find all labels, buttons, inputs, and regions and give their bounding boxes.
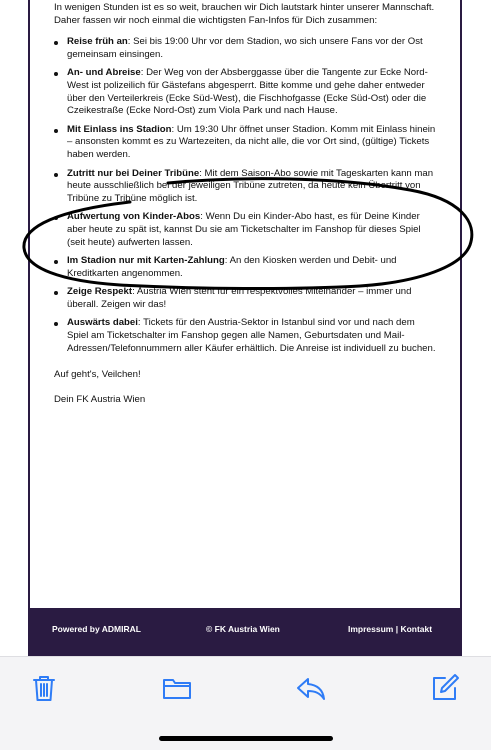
fan-info-text: : Wenn Du ein Kinder-Abo hast, es für Deine Kinder aber heute zu spät ist, kannst Du sie am Ticketschalter im Fanshop für dieses Spiel (seit heute) aufwerten lassen. [67,211,421,248]
home-indicator[interactable] [159,736,333,741]
fan-info-title: Reise früh an [67,36,128,48]
trash-icon [27,671,61,705]
bullet-icon [54,322,58,326]
fan-info-text: : Austria Wien steht für ein respektvolles Miteinander – immer und überall. Zeigen wir das! [67,286,412,310]
fan-info-item [54,317,436,355]
email-body [30,0,460,608]
email-signature: Dein FK Austria Wien [54,393,146,405]
fan-info-title: Zeige Respekt [67,286,133,298]
fan-info-title: Im Stadion nur mit Karten-Zahlung [67,255,225,267]
fan-info-item [54,36,436,61]
email-intro: In wenigen Stunden ist es so weit, brauchen wir Dich lautstark hinter unserer Mannschaft. Daher fassen wir noch einmal die wichtigsten Fan-Infos für Dich zusammen: [54,2,435,26]
fan-info-text: : Um 19:30 Uhr öffnet unser Stadion. Komm mit Einlass hinein – ansonsten kommt es zu Wartezeiten, da nicht alle, die vor Ort sind, (gültige) Tickets haben werden. [67,123,436,160]
footer-copyright: © FK Austria Wien [206,624,280,634]
bullet-icon [54,41,58,45]
compose-button[interactable] [428,671,462,705]
fan-info-text: : An den Kiosken werden und Debit- und Kreditkarten angenommen. [67,255,397,279]
fan-info-list [54,36,436,355]
bullet-icon [54,216,58,220]
fan-info-item [54,124,436,162]
fan-info-text: : Mit dem Saison-Abo sowie mit Tageskarten kann man heute ausschließlich bei der jeweiligen Tribüne zutreten, da heute kein Übertritt von Tribüne zu Tribüne möglich ist. [67,167,434,204]
bullet-icon [54,72,58,76]
fan-info-title: Auswärts dabei [67,317,138,329]
fan-info-title: Aufwertung von Kinder-Abos [67,211,201,223]
move-to-folder-button[interactable] [160,671,194,705]
fan-info-item [54,168,436,206]
fan-info-item [54,286,436,311]
footer-powered-by: Powered by ADMIRAL [52,624,141,634]
fan-info-title: Mit Einlass ins Stadion [67,123,172,135]
bullet-icon [54,129,58,133]
compose-icon [428,671,462,705]
fan-info-text: : Der Weg von der Absberggasse über die Tangente zur Ecke Nord-West ist polizeilich für Gästefans abgesperrt. Bitte komme und gehe daher entweder über den Verteilerkreis (Ecke Süd-West), die Fischhofgasse (Ecke Süd-Ost) oder die Czeikestraße (Ecke Nord-Ost) zum Viola Park und nach Hause. [67,67,428,117]
reply-icon [294,671,328,705]
bullet-icon [54,260,58,264]
trash-button[interactable] [27,671,61,705]
fan-info-title: Zutritt nur bei Deiner Tribüne [67,167,200,179]
email-frame [28,0,462,656]
folder-icon [160,671,194,705]
bullet-icon [54,173,58,177]
bullet-icon [54,291,58,295]
reply-button[interactable] [294,671,328,705]
email-greeting: Auf geht's, Veilchen! [54,369,141,381]
fan-info-text: : Sei bis 19:00 Uhr vor dem Stadion, wo sich unsere Fans vor der Ost gemeinsam einsingen. [67,36,423,60]
fan-info-title: An- und Abreise [67,67,141,79]
fan-info-item [54,67,436,117]
footer-links[interactable]: Impressum | Kontakt [348,624,433,634]
fan-info-text: : Tickets für den Austria-Sektor in Istanbul sind vor und nach dem Spiel am Ticketschalter im Fanshop gegen alle Namen, Geburtsdaten und Mail-Adressen/Telefonnummern aller Käufer erhältlich. Die Anreise ist individuell zu buchen. [67,317,436,354]
email-footer [28,608,462,652]
fan-info-item [54,211,436,249]
fan-info-item [54,255,436,280]
